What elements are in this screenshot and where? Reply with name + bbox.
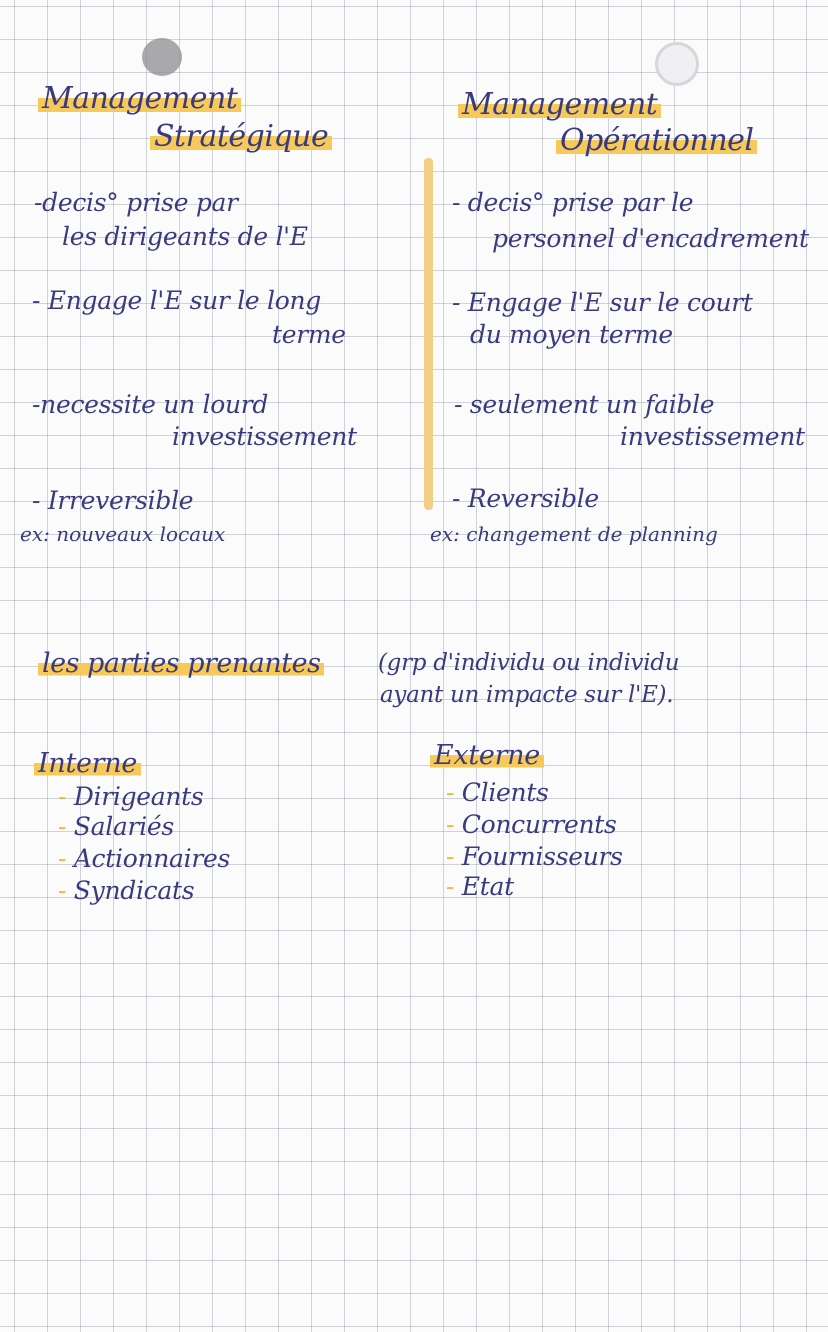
strategic-item2-line2: terme — [272, 320, 346, 349]
punch-hole — [655, 42, 699, 86]
external-item: - Etat — [446, 872, 514, 901]
strategic-item4: - Irreversible — [32, 486, 194, 515]
operational-item2-line1: - Engage l'E sur le court — [452, 288, 753, 317]
strategic-item1-line2: les dirigeants de l'E — [62, 222, 308, 251]
strategic-title-line1: Management — [38, 84, 241, 114]
operational-item1-line1: - decis° prise par le — [452, 188, 694, 217]
strategic-item2-line1: - Engage l'E sur le long — [32, 286, 321, 315]
internal-item: - Actionnaires — [58, 844, 231, 873]
column-divider — [424, 158, 433, 510]
internal-item: - Salariés — [58, 812, 174, 841]
stakeholders-definition-line2: ayant un impacte sur l'E). — [380, 682, 674, 708]
strategic-title-line2: Stratégique — [150, 122, 332, 152]
internal-item: - Syndicats — [58, 876, 195, 905]
strategic-item3-line1: -necessite un lourd — [32, 390, 269, 419]
operational-example: ex: changement de planning — [430, 522, 718, 546]
strategic-item3-line2: investissement — [172, 422, 357, 451]
operational-item2-line2: du moyen terme — [470, 320, 673, 349]
operational-title-line1: Management — [458, 90, 661, 120]
stakeholders-definition-line1: (grp d'individu ou individu — [378, 650, 680, 676]
external-item: - Fournisseurs — [446, 842, 623, 871]
operational-item1-line2: personnel d'encadrement — [492, 224, 809, 253]
operational-item3-line2: investissement — [620, 422, 805, 451]
internal-title: Interne — [34, 750, 141, 777]
strategic-example: ex: nouveaux locaux — [20, 522, 226, 546]
external-item: - Clients — [446, 778, 549, 807]
operational-item3-line1: - seulement un faible — [454, 390, 715, 419]
external-item: - Concurrents — [446, 810, 617, 839]
stakeholders-heading: les parties prenantes — [38, 650, 324, 677]
internal-item: - Dirigeants — [58, 782, 204, 811]
external-title: Externe — [430, 742, 544, 769]
operational-item4: - Reversible — [452, 484, 599, 513]
operational-title-line2: Opérationnel — [556, 126, 757, 156]
strategic-item1-line1: -decis° prise par — [34, 188, 238, 217]
punch-hole — [142, 38, 182, 76]
